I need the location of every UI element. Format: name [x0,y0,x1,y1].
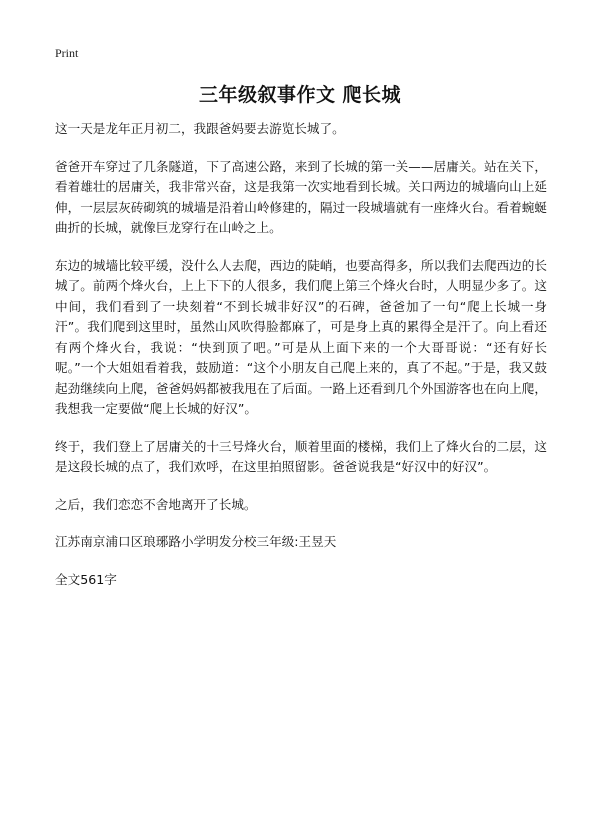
author-byline: 江苏南京浦口区琅琊路小学明发分校三年级:王昱天 [55,534,337,549]
paragraph-2: 爸爸开车穿过了几条隧道，下了高速公路，来到了长城的第一关——居庸关。站在关下，看着雄壮的居庸关，我非常兴奋，这是我第一次实地看到长城。关口两边的城墙向山上延伸，一层层灰砖砌筑的城墙是沿着山岭修建的，隔过一段城墙就有一座烽火台。看着蜿蜒曲折的长城，就像巨龙穿行在山岭之上。 [55,158,547,235]
article-body [55,119,547,590]
paragraph-4: 终于，我们登上了居庸关的十三号烽火台，顺着里面的楼梯，我们上了烽火台的二层，这是这段长城的点了，我们欢呼，在这里拍照留影。爸爸说我是“好汉中的好汉”。 [55,438,547,474]
paragraph-3: 东边的城墙比较平缓，没什么人去爬，西边的陡峭，也要高得多，所以我们去爬西边的长城了。前两个烽火台，上上下下的人很多，我们爬上第三个烽火台时，人明显少多了。这中间，我们看到了一块刻着“不到长城非好汉”的石碑，爸爸加了一句“爬上长城一身汗”。我们爬到这里时，虽然山风吹得脸都麻了，可是身上真的累得全是汗了。向上看还有两个烽火台，我说：“快到顶了吧。”可是从上面下来的一个大哥哥说：“还有好长呢。”一个大姐姐看着我，鼓励道：“这个小朋友自己爬上来的，真了不起。”于是，我又鼓起劲继续向上爬，爸爸妈妈都被我甩在了后面。一路上还看到几个外国游客也在向上爬，我想我一定要做“爬上长城的好汉”。 [55,257,547,416]
print-link[interactable]: Print [55,46,79,60]
paragraph-5: 之后，我们恋恋不舍地离开了长城。 [55,496,257,512]
paragraph-1: 这一天是龙年正月初二，我跟爸妈要去游览长城了。 [55,121,345,136]
word-count: 全文561字 [55,571,117,587]
article-title: 三年级叙事作文 爬长城 [198,84,402,106]
